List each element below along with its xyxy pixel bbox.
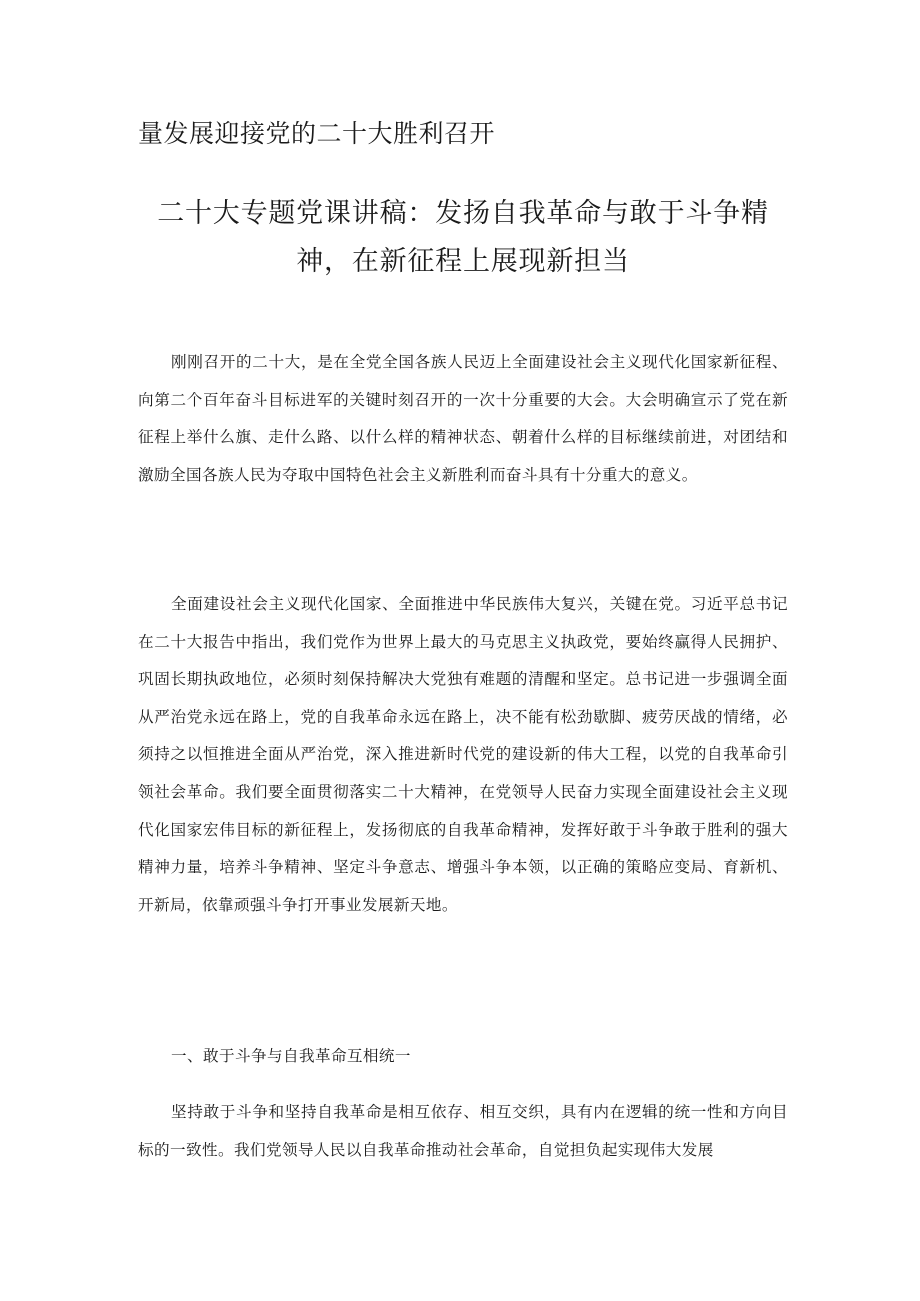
document-title: 二十大专题党课讲稿：发扬自我革命与敢于斗争精神，在新征程上展现新担当 [157,198,769,277]
section-heading: 一、敢于斗争与自我革命互相统一 [171,1047,411,1065]
section-paragraph: 坚持敢于斗争和坚持自我革命是相互依存、相互交织，具有内在逻辑的统一性和方向目标的一致性。我们党领导人民以自我革命推动社会革命，自觉担负起实现伟大发展 [138,1103,788,1159]
header-fragment: 量发展迎接党的二十大胜利召开 [138,119,496,148]
paragraph-key-in-party: 全面建设社会主义现代化国家、全面推进中华民族伟大复兴，关键在党。习近平总书记在二十大报告中指出，我们党作为世界上最大的马克思主义执政党，要始终赢得人民拥护、巩固长期执政地位，必须时刻保持解决大党独有难题的清醒和坚定。总书记进一步强调全面从严治党永远在路上，党的自我革命永远在路上，决不能有松劲歇脚、疲劳厌战的情绪，必须持之以恒推进全面从严治党，深入推进新时代党的建设新的伟大工程，以党的自我革命引领社会革命。我们要全面贯彻落实二十大精神，在党领导人民奋力实现全面建设社会主义现代化国家宏伟目标的新征程上，发扬彻底的自我革命精神，发挥好敢于斗争敢于胜利的强大精神力量，培养斗争精神、坚定斗争意志、增强斗争本领，以正确的策略应变局、育新机、开新局，依靠顽强斗争打开事业发展新天地。 [138,595,788,914]
paragraph-intro: 刚刚召开的二十大，是在全党全国各族人民迈上全面建设社会主义现代化国家新征程、向第二个百年奋斗目标进军的关键时刻召开的一次十分重要的大会。大会明确宣示了党在新征程上举什么旗、走什么路、以什么样的精神状态、朝着什么样的目标继续前进，对团结和激励全国各族人民为夺取中国特色社会主义新胜利而奋斗具有十分重大的意义。 [138,353,788,484]
